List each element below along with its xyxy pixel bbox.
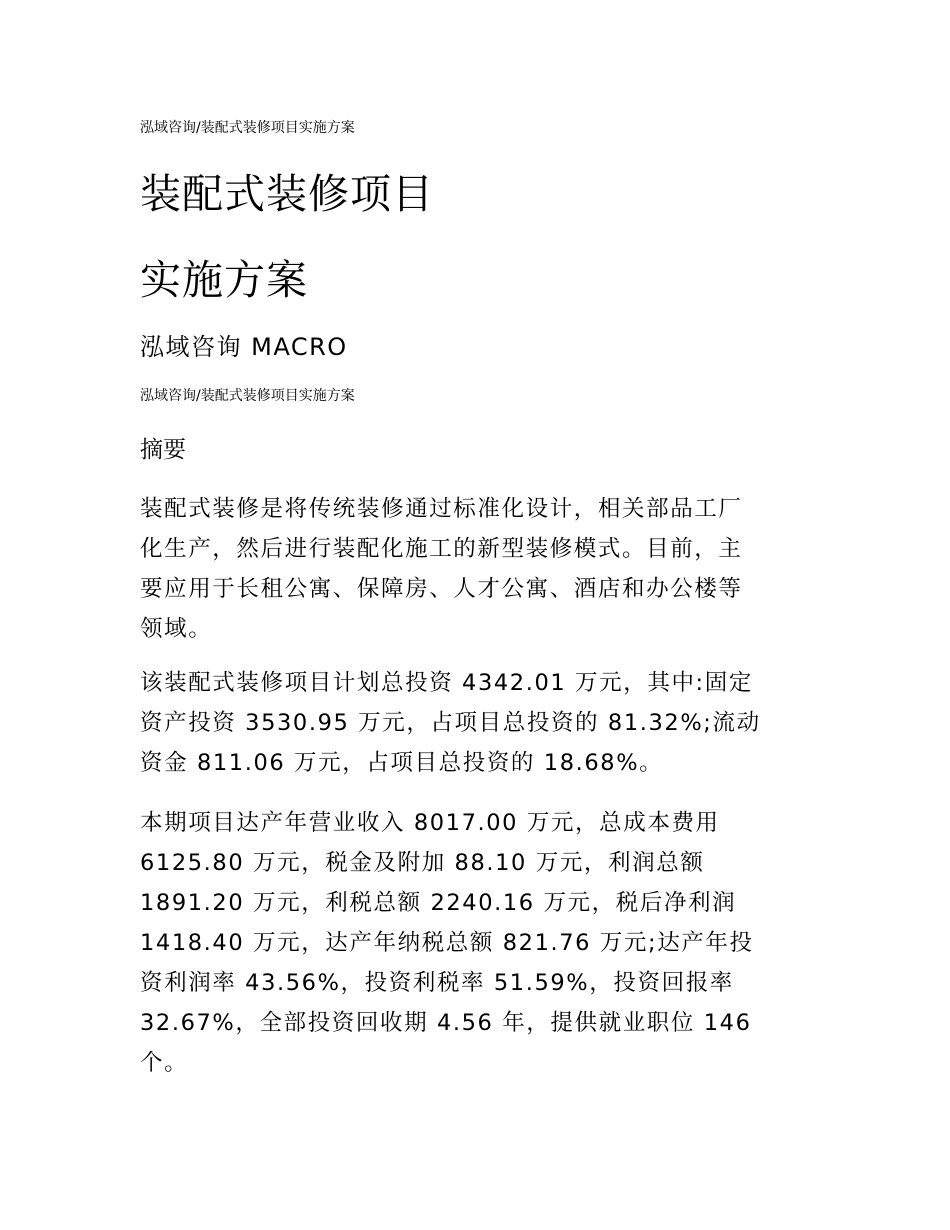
paragraph-line: 领域。	[140, 616, 213, 642]
brand-name: 泓域咨询 MACRO	[140, 333, 348, 361]
paragraph-line: 资金 811.06 万元，占项目总投资的 18.68%。	[140, 750, 664, 776]
paragraph-line: 6125.80 万元，税金及附加 88.10 万元，利润总额	[140, 850, 705, 876]
paragraph-line: 32.67%，全部投资回收期 4.56 年，提供就业职位 146	[140, 1010, 752, 1036]
abstract-paragraph-3	[140, 803, 820, 1083]
running-header-second: 泓域咨询/装配式装修项目实施方案	[140, 388, 355, 404]
paragraph-line: 资利润率 43.56%，投资利税率 51.59%，投资回报率	[140, 970, 734, 996]
paragraph-line: 化生产，然后进行装配化施工的新型装修模式。目前，主	[140, 536, 743, 562]
paragraph-line: 资产投资 3530.95 万元，占项目总投资的 81.32%;流动	[140, 710, 761, 736]
abstract-paragraph-1	[140, 489, 820, 649]
paragraph-line: 本期项目达产年营业收入 8017.00 万元，总成本费用	[140, 810, 720, 836]
paragraph-line: 1891.20 万元，利税总额 2240.16 万元，税后净利润	[140, 890, 737, 916]
abstract-paragraph-2	[140, 663, 820, 783]
paragraph-line: 装配式装修是将传统装修通过标准化设计，相关部品工厂	[140, 496, 743, 522]
document-title-line-1: 装配式装修项目	[140, 170, 434, 218]
paragraph-line: 个。	[140, 1050, 189, 1076]
paragraph-line: 该装配式装修项目计划总投资 4342.01 万元，其中:固定	[140, 670, 753, 696]
running-header: 泓域咨询/装配式装修项目实施方案	[140, 120, 355, 136]
document-title-line-2: 实施方案	[140, 256, 308, 304]
paragraph-line: 1418.40 万元，达产年纳税总额 821.76 万元;达产年投	[140, 930, 754, 956]
paragraph-line: 要应用于长租公寓、保障房、人才公寓、酒店和办公楼等	[140, 576, 743, 602]
abstract-heading: 摘要	[140, 437, 186, 463]
